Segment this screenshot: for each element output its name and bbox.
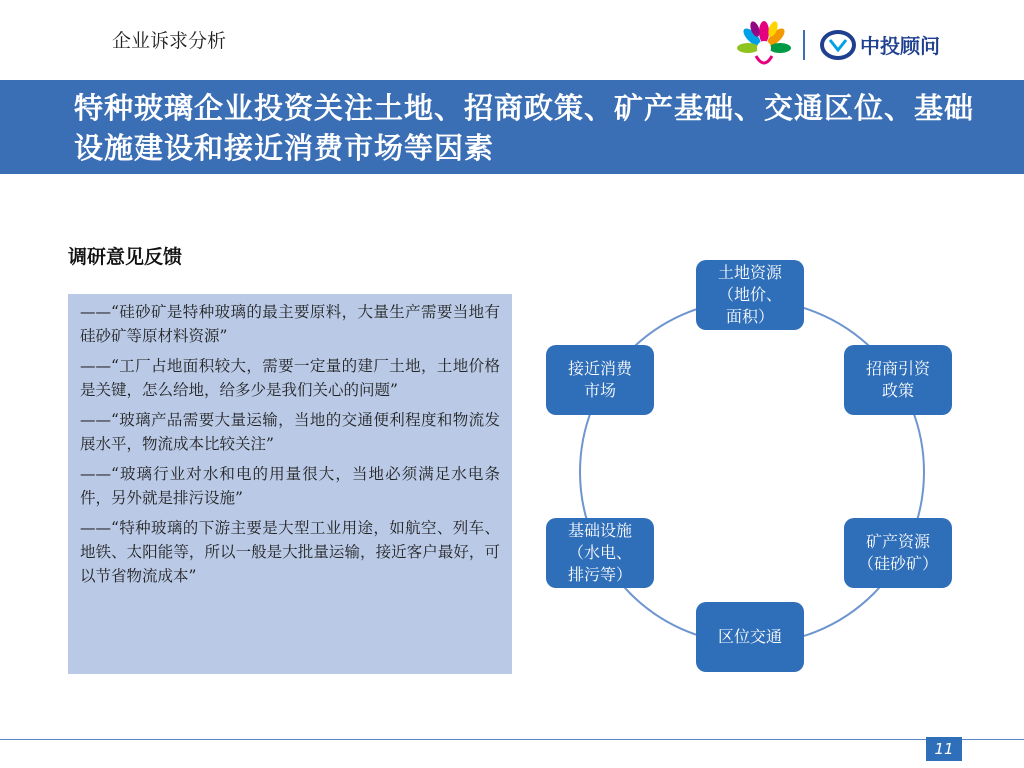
feedback-quote-box [68, 294, 512, 674]
node-consumer-market: 接近消费 市场 [546, 345, 654, 415]
node-mineral-resources: 矿产资源 （硅砂矿） [844, 518, 952, 588]
factor-cycle-diagram [540, 250, 980, 690]
feedback-heading: 调研意见反馈 [68, 246, 183, 268]
node-transport-location: 区位交通 [696, 602, 804, 672]
node-investment-policy: 招商引资 政策 [844, 345, 952, 415]
flower-logo-icon [734, 18, 794, 74]
zhongtou-logo-icon [820, 30, 856, 60]
node-infrastructure: 基础设施 （水电、 排污等） [546, 518, 654, 588]
feedback-quote: ——“玻璃产品需要大量运输，当地的交通便利程度和物流发展水平，物流成本比较关注” [80, 411, 500, 453]
feedback-quote: ——“硅砂矿是特种玻璃的最主要原料，大量生产需要当地有硅砂矿等原材料资源” [80, 303, 500, 345]
node-land-resources: 土地资源 （地价、 面积） [696, 260, 804, 330]
page-number: 11 [926, 737, 962, 761]
feedback-quote: ——“工厂占地面积较大，需要一定量的建厂土地，土地价格是关键，怎么给地，给多少是我们关心的问题” [80, 357, 500, 399]
logo-divider [803, 30, 805, 60]
footer-divider [0, 739, 1024, 740]
brand-name: 中投顾问 [860, 34, 940, 58]
feedback-quote: ——“特种玻璃的下游主要是大型工业用途，如航空、列车、地铁、太阳能等，所以一般是大批量运输，接近客户最好，可以节省物流成本” [80, 519, 500, 585]
section-label: 企业诉求分析 [112, 30, 227, 52]
feedback-quote: ——“玻璃行业对水和电的用量很大，当地必须满足水电条件，另外就是排污设施” [80, 465, 500, 507]
page-title: 特种玻璃企业投资关注土地、招商政策、矿产基础、交通区位、基础设施建设和接近消费市场等因素 [74, 91, 975, 165]
